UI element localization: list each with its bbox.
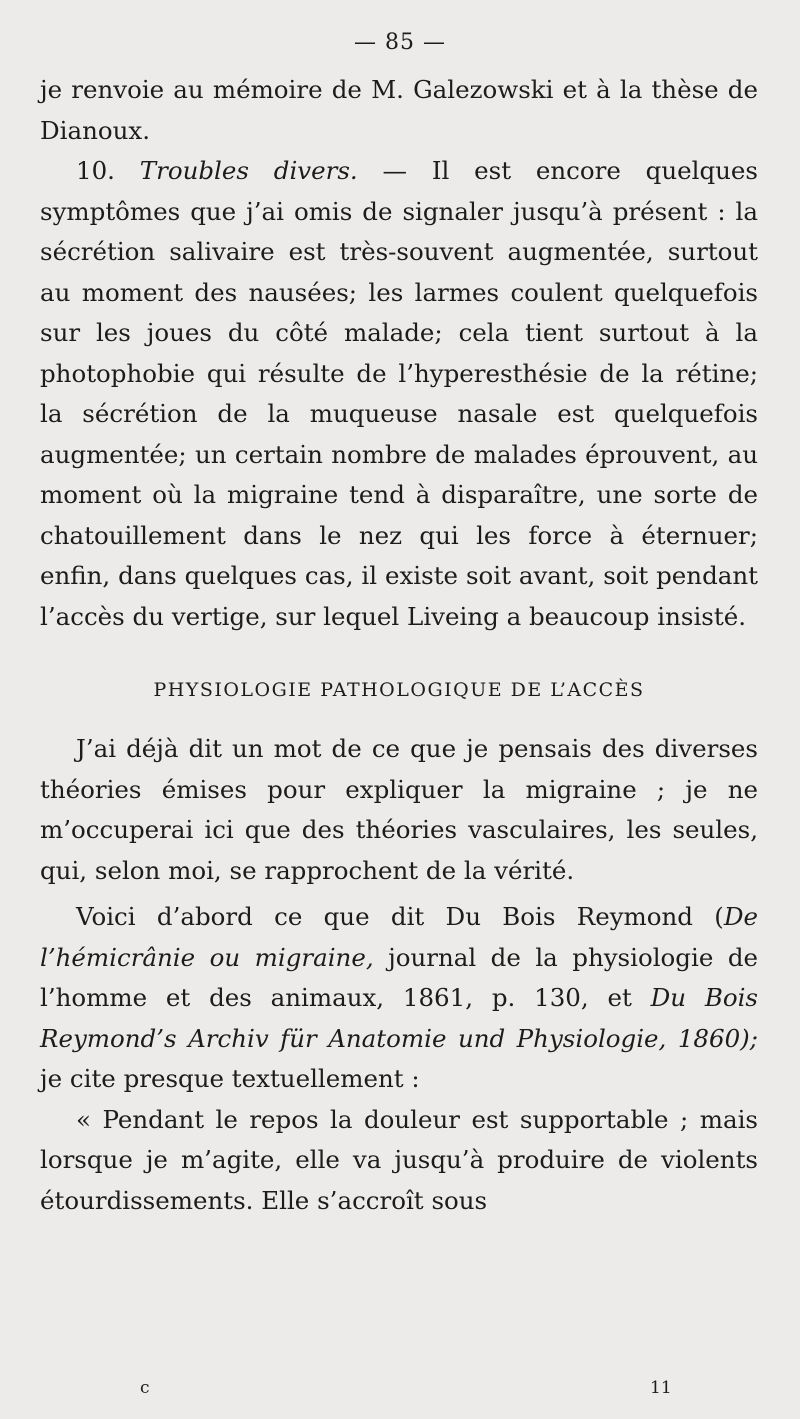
- item-body: — Il est encore quelques symptômes que j’ai omis de signaler jusqu’à présent : la sécrétion salivaire est très-souvent augmentée, surtout au moment des nausées; les larmes coulent quelquefois sur les joues du côté malade; cela tient surtout à la photophobie qui résulte de l’hyperesthésie de la rétine; la sécrétion de la muqueuse nasale est quelquefois augmentée; un certain nombre de malades éprouvent, au moment où la migraine tend à disparaître, une sorte de chatouillement dans le nez qui les force à éternuer; enfin, dans quelques cas, il existe soit avant, soit pendant l’accès du vertige, sur lequel Liveing a beaucoup insisté.: [40, 156, 758, 631]
- citation-title-1: De l’hémicrânie ou migraine,: [40, 902, 758, 972]
- paragraph-1: je renvoie au mémoire de M. Galezowski et à la thèse de Dianoux.: [40, 75, 758, 145]
- paragraph-4-text-a: Voici d’abord ce que dit Du Bois Reymond (: [76, 902, 724, 931]
- signature-mark: c: [140, 1378, 150, 1398]
- sheet-number: 11: [650, 1378, 672, 1398]
- item-title: Troubles divers.: [139, 156, 358, 185]
- page-number: — 85 —: [354, 30, 446, 55]
- paragraph-4-text-c: je cite presque textuellement :: [40, 1064, 420, 1093]
- paragraph-5-quote: « Pendant le repos la douleur est supportable ; mais lorsque je m’agite, elle va jusqu’à produire de violents étourdissements. Elle s’accroît sous: [40, 1104, 758, 1215]
- paragraph-4-text-b: journal de la physiologie de l’homme et des animaux, 1861, p. 130, et: [40, 942, 758, 1012]
- paragraph-4: [40, 897, 758, 1100]
- citation-title-2: Du Bois Reymond’s Archiv für Anatomie und Physiologie, 1860);: [40, 983, 758, 1053]
- paragraph-troubles-divers: [40, 151, 758, 637]
- paragraph-3: J’ai déjà dit un mot de ce que je pensais des diverses théories émises pour expliquer la migraine ; je ne m’occuperai ici que des théories vasculaires, les seules, qui, selon moi, se rapprochent de la vérité.: [40, 734, 758, 885]
- item-number: 10.: [76, 156, 140, 185]
- body-text: [40, 70, 758, 1221]
- section-heading: PHYSIOLOGIE PATHOLOGIQUE DE L’ACCÈS: [153, 679, 645, 701]
